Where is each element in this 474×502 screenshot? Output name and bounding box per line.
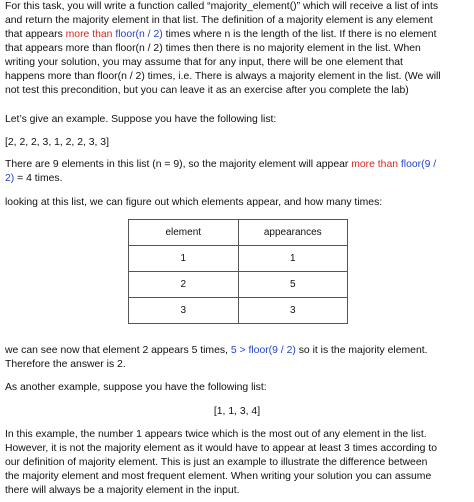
text-line: there will always be a majority element in the input. — [5, 485, 240, 496]
text-line: that appears more than floor(n / 2) times where n is the length of the list. If there is no element — [5, 29, 437, 40]
highlight-floor: floor(n / 2) — [115, 29, 163, 40]
text-line: the majority element and most frequent element. When writing your solution you can assume — [5, 471, 432, 482]
highlight-more-than: more than — [351, 159, 399, 170]
highlight-comparison: 5 > floor(9 / 2) — [230, 345, 296, 356]
table-row — [129, 298, 348, 324]
table-row — [129, 272, 348, 298]
intro-paragraph — [5, 0, 471, 98]
column-header: appearances — [238, 220, 348, 246]
text-line: 2) = 4 times. — [5, 173, 63, 184]
second-example-intro: As another example, suppose you have the following list: — [5, 382, 267, 393]
text-line: For this task, you will write a function called “majority_element()” which will receive a list of ints — [5, 1, 439, 12]
table-cell: 2 — [129, 272, 239, 298]
highlight-floor-cont: 2) — [5, 173, 15, 184]
example-list: [2, 2, 2, 3, 1, 2, 2, 3, 3] — [5, 137, 109, 148]
table-intro: looking at this list, we can figure out which elements appear, and how many times: — [5, 197, 383, 208]
table-cell: 3 — [238, 298, 348, 324]
highlight-floor: floor(9 / — [400, 159, 437, 170]
text-line: we can see now that element 2 appears 5 times, 5 > floor(9 / 2) so it is the majority element. — [5, 345, 428, 356]
second-example-list: [1, 1, 3, 4] — [213, 406, 261, 417]
highlight-more-than: more than — [65, 29, 113, 40]
text-line: Therefore the answer is 2. — [5, 359, 126, 370]
table-row — [129, 246, 348, 272]
majority-explanation — [5, 158, 471, 186]
text-line: not test this precondition, but you can leave it as an exercise after you complete the lab) — [5, 85, 409, 96]
text-line: However, it is not the majority element as it would have to appear at least 3 times according to — [5, 443, 438, 454]
table-cell: 1 — [129, 246, 239, 272]
conclusion-paragraph — [5, 344, 471, 372]
table-header-row — [129, 220, 348, 246]
text-line: that appears more than floor(n / 2) times then there is no majority element in the list. When — [5, 43, 421, 54]
table-cell: 5 — [238, 272, 348, 298]
column-header: element — [129, 220, 239, 246]
text-line: There are 9 elements in this list (n = 9), so the majority element will appear more than floor(9 / — [5, 159, 437, 170]
appearances-table — [128, 219, 348, 324]
text-line: In this example, the number 1 appears twice which is the most out of any element in the list. — [5, 429, 427, 440]
example-intro: Let’s give an example. Suppose you have the following list: — [5, 114, 277, 125]
text-line: happens more than floor(n / 2) times, i.e. There is always a majority element in the list. (We will — [5, 71, 441, 82]
text-line: our definition of majority element. This is just an example to illustrate the difference between — [5, 457, 428, 468]
table-cell: 3 — [129, 298, 239, 324]
table-cell: 1 — [238, 246, 348, 272]
text-line: and return the majority element in that list. The definition of a majority element is any element — [5, 15, 433, 26]
closing-paragraph — [5, 428, 471, 498]
text-line: writing your solution, you may assume that for any input, there will be one element that — [5, 57, 403, 68]
